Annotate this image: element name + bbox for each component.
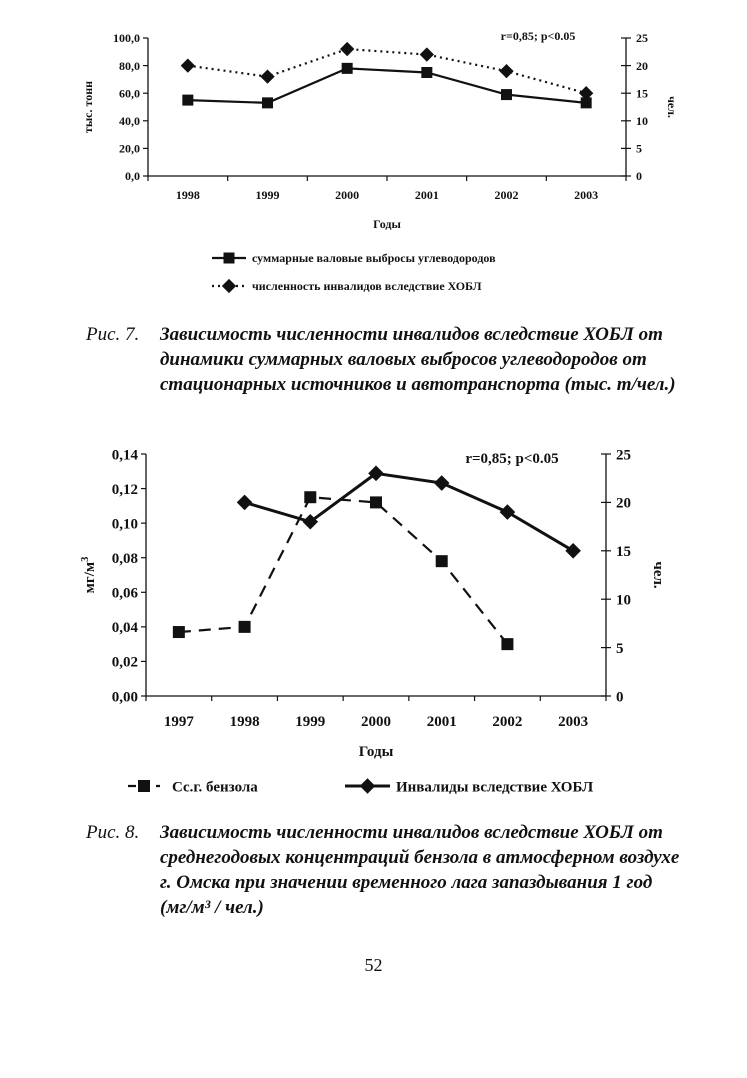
fig7-y2-tick-label: 0 <box>636 169 642 184</box>
fig7-series-1-point <box>182 95 193 106</box>
fig8-y-tick-label: 0,14 <box>111 447 138 464</box>
fig7-y-tick-label: 60,0 <box>119 86 140 101</box>
fig8-series-2-point <box>565 543 581 559</box>
fig7-legend-2-label: численность инвалидов вследствие ХОБЛ <box>252 279 482 294</box>
fig7-legend-1-label: суммарные валовые выбросы углеводородов <box>252 251 496 266</box>
fig7-y-tick-label: 80,0 <box>119 58 140 73</box>
fig8-x-tick-label: 1998 <box>229 714 260 730</box>
fig8-series-2-point <box>434 475 450 491</box>
fig8-legend-2-marker <box>360 778 376 794</box>
fig8-y-tick-label: 0,06 <box>111 585 138 602</box>
figure-7-svg <box>0 0 747 310</box>
fig8-y2-tick-label: 20 <box>616 495 631 512</box>
fig8-y2-tick-label: 10 <box>616 592 631 609</box>
fig7-series-1-point <box>501 89 512 100</box>
fig7-legend-2-marker <box>222 279 236 293</box>
fig8-x-tick-label: 1999 <box>295 714 326 730</box>
fig8-x-tick-label: 2000 <box>361 714 391 730</box>
fig7-series-2-point <box>260 69 274 83</box>
fig8-series-1-point <box>436 555 448 567</box>
fig8-x-tick-label: 2002 <box>492 714 523 730</box>
fig7-x-tick-label: 2003 <box>574 188 599 202</box>
fig7-y-tick-label: 20,0 <box>119 141 140 156</box>
fig7-y-tick-label: 0,0 <box>125 169 140 184</box>
fig7-series-1-point <box>342 63 353 74</box>
fig7-series-1-point <box>262 97 273 108</box>
fig7-series-2-point <box>420 47 434 61</box>
fig8-y-tick-label: 0,10 <box>111 516 138 533</box>
fig8-legend-1-label: Сс.г. бензола <box>172 779 258 796</box>
fig8-series-2-line <box>245 473 574 550</box>
fig8-x-tick-label: 1997 <box>163 714 194 730</box>
fig8-series-1-line <box>179 497 508 644</box>
fig8-y2-axis-label: чел. <box>650 561 666 589</box>
fig8-legend-2-label: Инвалиды вследствие ХОБЛ <box>396 779 594 796</box>
fig7-series-2-point <box>340 42 354 56</box>
figure-8-svg <box>0 430 747 810</box>
fig7-y2-axis-label: чел. <box>665 96 679 118</box>
fig7-y2-tick-label: 10 <box>636 114 648 128</box>
fig7-series-1-point <box>421 67 432 78</box>
fig8-y-tick-label: 0,00 <box>111 689 138 706</box>
fig7-y2-tick-label: 5 <box>636 141 642 156</box>
fig8-y2-tick-label: 15 <box>616 544 631 561</box>
fig7-x-tick-label: 2000 <box>335 188 360 202</box>
fig7-x-tick-label: 2002 <box>494 188 519 202</box>
fig8-series-1-point <box>370 496 382 508</box>
fig8-x-axis-label: Годы <box>358 744 394 760</box>
fig7-x-tick-label: 1998 <box>175 188 200 202</box>
fig8-y-tick-label: 0,04 <box>111 620 138 637</box>
fig8-series-2-point <box>500 504 516 520</box>
fig8-y-axis-label-sup: 3 <box>80 556 91 562</box>
fig8-y-tick-label: 0,12 <box>111 481 138 498</box>
fig7-x-axis-label: Годы <box>373 217 401 231</box>
fig7-y2-tick-label: 20 <box>636 58 648 73</box>
fig7-annotation: r=0,85; p<0.05 <box>500 29 576 43</box>
fig8-y2-tick-label: 25 <box>616 447 631 464</box>
fig7-y-tick-label: 40,0 <box>119 114 140 128</box>
fig8-y2-tick-label: 0 <box>616 689 624 706</box>
fig8-legend-1-marker <box>138 780 150 792</box>
fig8-series-1-point <box>501 638 513 650</box>
figure-8-caption-text: Зависимость численности инвалидов вследствие ХОБЛ от среднегодовых концентраций бензола в атмосферном воздухе г. Омска при значении временного лага запаздывания 1 год (мг/м³ / чел.) <box>160 822 680 918</box>
fig8-series-1-point <box>173 626 185 638</box>
figure-7-caption-text: Зависимость численности инвалидов вследствие ХОБЛ от динамики суммарных валовых выбросов углеводородов от стационарных источников и автотранспорта (тыс. т/чел.) <box>160 324 676 395</box>
fig8-series-1-point <box>239 621 251 633</box>
fig8-series-1-point <box>304 491 316 503</box>
fig8-y2-tick-label: 5 <box>616 640 624 657</box>
fig7-y-tick-label: 100,0 <box>113 31 140 46</box>
fig8-y-tick-label: 0,02 <box>111 654 138 671</box>
fig8-x-tick-label: 2003 <box>558 714 589 730</box>
fig7-y2-tick-label: 25 <box>636 31 648 46</box>
figure-8-caption-number: Рис. 8. <box>86 822 140 843</box>
fig8-y-tick-label: 0,08 <box>111 550 138 567</box>
fig8-x-tick-label: 2001 <box>426 714 457 730</box>
fig8-annotation: r=0,85; p<0.05 <box>465 451 559 467</box>
fig8-series-2-point <box>237 495 253 511</box>
fig7-legend-1-marker <box>224 253 235 264</box>
fig7-y-axis-label: тыс. тонн <box>81 80 95 134</box>
figure-7-caption-number: Рис. 7. <box>86 324 140 345</box>
fig7-y2-tick-label: 15 <box>636 86 648 101</box>
fig7-x-tick-label: 1999 <box>255 188 280 202</box>
fig8-y-axis-label: $мг/м^3$ <box>80 556 98 594</box>
page-number: 52 <box>364 955 383 975</box>
fig7-series-2-point <box>499 64 513 78</box>
figure-7-chart <box>0 0 747 310</box>
fig7-x-tick-label: 2001 <box>414 188 439 202</box>
figure-8-chart <box>0 430 747 810</box>
fig7-series-2-point <box>181 58 195 72</box>
